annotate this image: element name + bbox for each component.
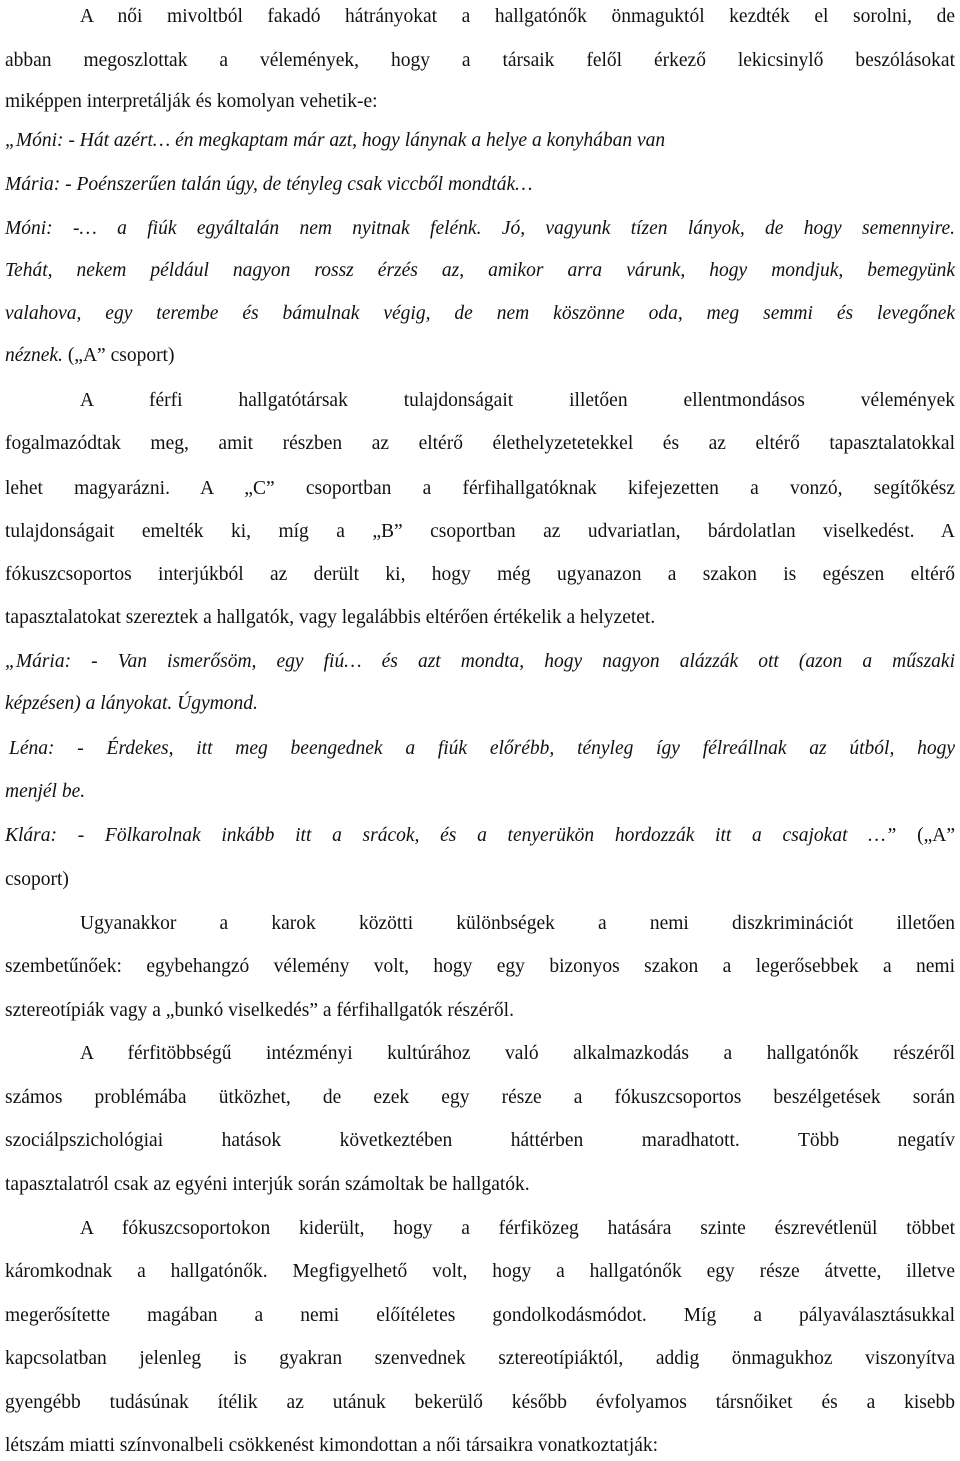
quote-line: „Mária: - Van ismerősöm, egy fiú… és azt mondta, hogy nagyon alázzák ott (azon a műszaki — [5, 651, 955, 672]
paragraph-line: megerősítette magában a nemi előítéletes gondolkodásmódot. Míg a pályaválasztásukkal — [5, 1305, 955, 1326]
quote-line: Tehát, nekem például nagyon rossz érzés az, amikor arra várunk, hogy mondjuk, bemegyünk — [5, 260, 955, 281]
quote-line: képzésen) a lányokat. Úgymond. — [5, 693, 258, 714]
paragraph-line: A férfi hallgatótársak tulajdonságait illetően ellentmondásos vélemények — [80, 390, 955, 411]
quote-text: néznek. — [5, 345, 63, 366]
paragraph-line: káromkodnak a hallgatónők. Megfigyelhető volt, hogy a hallgatónők egy része átvette, illetve — [5, 1261, 955, 1282]
quote-line: Mária: - Poénszerűen talán úgy, de tényleg csak viccből mondták… — [5, 174, 533, 195]
paragraph-line: tapasztalatról csak az egyéni interjúk során számoltak be hallgatók. — [5, 1174, 530, 1195]
paragraph-line: sztereotípiák vagy a „bunkó viselkedés” a férfihallgatók részéről. — [5, 1000, 514, 1021]
quote-line: „Móni: - Hát azért… én megkaptam már azt, hogy lánynak a helye a konyhában van — [5, 130, 666, 151]
paragraph-line: fókuszcsoportos interjúkból az derült ki, hogy még ugyanazon a szakon is egészen eltérő — [5, 564, 955, 585]
paragraph-line: szembetűnőek: egybehangzó vélemény volt, hogy egy bizonyos szakon a legerősebbek a nemi — [5, 956, 955, 977]
paragraph-line: kapcsolatban jelenleg is gyakran szenvednek sztereotípiáktól, addig önmagukhoz viszonyítva — [5, 1348, 955, 1369]
paragraph-line: A fókuszcsoportokon kiderült, hogy a férfiközeg hatására szinte észrevétlenül többet — [80, 1218, 955, 1239]
paragraph-line: A női mivoltból fakadó hátrányokat a hallgatónők önmaguktól kezdték el sorolni, de — [80, 6, 955, 27]
paragraph-line: A férfitöbbségű intézményi kultúrához való alkalmazkodás a hallgatónők részéről — [80, 1043, 955, 1064]
paragraph-line: létszám miatti színvonalbeli csökkenést kimondottan a női társaikra vonatkoztatják: — [5, 1435, 659, 1456]
paragraph-line: tapasztalatokat szereztek a hallgatók, vagy legalábbis eltérően értékelik a helyzetet. — [5, 607, 656, 628]
quote-text: Klára: - Fölkarolnak inkább itt a srácok, és a tenyerükön hordozzák itt a csajokat …” — [5, 825, 897, 846]
group-citation: csoport) — [5, 869, 69, 890]
paragraph-line: szociálpszichológiai hatások következtében háttérben maradhatott. Több negatív — [5, 1130, 955, 1151]
quote-line — [5, 821, 955, 851]
paragraph-line: lehet magyarázni. A „C” csoportban a férfihallgatóknak kifejezetten a vonzó, segítőkész — [5, 478, 955, 499]
paragraph-line: fogalmazódtak meg, amit részben az eltérő élethelyzetetekkel és az eltérő tapasztalatokkal — [5, 433, 955, 454]
paragraph-line: gyengébb tudásúnak ítélik az utánuk bekerülő később évfolyamos társnőiket és a kisebb — [5, 1392, 955, 1413]
quote-line: Móni: -… a fiúk egyáltalán nem nyitnak felénk. Jó, vagyunk tízen lányok, de hogy semennyire. — [5, 218, 955, 239]
quote-line-end — [5, 341, 955, 371]
paragraph-line: miképpen interpretálják és komolyan vehetik-e: — [5, 91, 378, 112]
quote-line: Léna: - Érdekes, itt meg beengednek a fiúk előrébb, tényleg így félreállnak az útból, hogy — [9, 738, 955, 759]
group-citation: („A” — [896, 825, 955, 846]
paragraph-line: abban megoszlottak a vélemények, hogy a társaik felől érkező lekicsinylő beszólásokat — [5, 50, 955, 71]
paragraph-line: számos problémába ütközhet, de ezek egy része a fókuszcsoportos beszélgetések során — [5, 1087, 955, 1108]
quote-line: valahova, egy terembe és bámulnak végig, de nem köszönne oda, meg semmi és levegőnek — [5, 303, 955, 324]
paragraph-line: tulajdonságait emelték ki, míg a „B” csoportban az udvariatlan, bárdolatlan viselkedést. A — [5, 521, 955, 542]
group-citation: („A” csoport) — [62, 345, 175, 366]
quote-line: menjél be. — [5, 781, 86, 802]
paragraph-line: Ugyanakkor a karok közötti különbségek a nemi diszkriminációt illetően — [80, 913, 955, 934]
